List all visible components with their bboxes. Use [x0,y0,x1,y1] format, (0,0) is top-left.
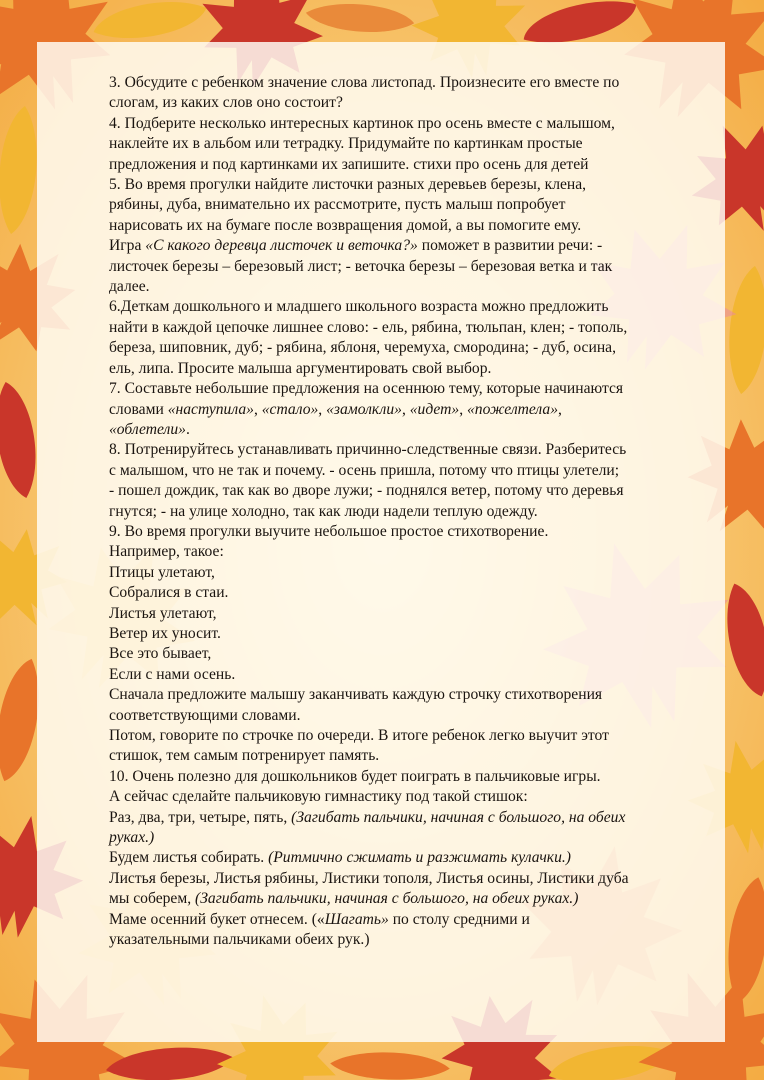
text-segment: Все это бывает, [109,645,212,663]
text-line [109,746,709,766]
text-segment: 8. Потренируйтесь устанавливать причинно-следственные связи. Разберитесь [109,441,627,459]
text-segment: ель, липа. Просите малыша аргументировать свой выбор. [109,359,492,377]
text-line [109,604,709,624]
text-segment: 5. Во время прогулки найдите листочки разных деревьев березы, клена, [109,176,587,194]
text-segment: А сейчас сделайте пальчиковую гимнастику под такой стишок: [109,788,528,806]
text-segment: Раз, два, три, четыре, пять, [109,808,292,826]
text-segment: предложения и под картинками их запишите. стихи про осень для детей [109,155,589,173]
text-line [109,502,709,522]
text-line [109,93,709,113]
text-line [109,359,709,379]
text-line [109,889,709,909]
text-segment: стишок, тем самым потренирует память. [109,747,380,765]
text-line [109,828,709,848]
text-segment: далее. [109,278,150,296]
text-line [109,420,709,440]
text-line [109,440,709,460]
text-segment: Птицы улетают, [109,563,215,581]
text-line [109,624,709,644]
text-line [109,808,709,828]
text-segment: указательными пальчиками обеих рук.) [109,931,370,949]
text-segment: , [459,400,467,418]
italic-segment: (Загибать пальчики, начиная с большого, на обеих руках.) [195,890,579,908]
text-line [109,461,709,481]
text-line [109,542,709,562]
text-line [109,644,709,664]
text-segment: - пошел дождик, так как во дворе лужи; - поднялся ветер, потому что деревья [109,482,624,500]
text-line [109,257,709,277]
text-segment: листочек березы – березовый лист; - веточка березы – березовая ветка и так [109,257,613,275]
italic-segment: «С какого деревца листочек и веточка?» [145,237,418,255]
italic-segment: «облетели» [109,420,186,438]
text-segment: соответствующими словами. [109,706,301,724]
text-segment: найти в каждой цепочке лишнее слово: - ель, рябина, тюльпан, клен; - тополь, [109,318,628,336]
text-line [109,522,709,542]
text-line [109,175,709,195]
italic-segment: (Ритмично сжимать и разжимать кулачки.) [268,849,571,867]
text-segment: по столу средними и [388,910,530,928]
italic-segment: «замолкли» [326,400,402,418]
text-line [109,155,709,175]
text-line [109,318,709,338]
text-segment: с малышом, что не так и почему. - осень пришла, потому что птицы улетели; [109,461,620,479]
text-segment: рябины, дуба, внимательно их рассмотрите, пусть малыш попробует [109,196,566,214]
italic-segment: руках.) [109,829,155,847]
text-segment: наклейте их в альбом или тетрадку. Придумайте по картинкам простые [109,135,583,153]
text-segment: 10. Очень полезно для дошкольников будет поиграть в пальчиковые игры. [109,767,601,785]
text-line [109,134,709,154]
text-segment: Потом, говорите по строчке по очереди. В итоге ребенок легко выучит этот [109,727,609,744]
text-line [109,726,709,746]
text-line [109,379,709,399]
italic-segment: (Загибать пальчики, начиная с большого, на обеих [291,808,626,826]
article-text [109,73,709,950]
text-segment: 7. Составьте небольшие предложения на осеннюю тему, которые начинаются [109,380,624,398]
text-segment: Например, такое: [109,543,224,561]
text-segment: Сначала предложите малышу заканчивать каждую строчку стихотворения [109,686,603,704]
text-line [109,930,709,950]
text-segment: словами [109,400,168,418]
text-line [109,400,709,420]
italic-segment: Шагать» [324,910,389,928]
text-segment: , [558,400,562,418]
text-line [109,236,709,256]
text-segment: Маме осенний букет отнесем. (« [109,910,325,928]
text-segment: 4. Подберите несколько интересных картинок про осень вместе с малышом, [109,114,615,132]
text-line [109,277,709,297]
text-segment: Листья улетают, [109,604,217,622]
italic-segment: «идет» [409,400,460,418]
text-segment: береза, шиповник, дуб; - рябина, яблоня, черемуха, смородина; - дуб, осина, [109,339,616,357]
text-line [109,481,709,501]
italic-segment: «наступила» [167,400,254,418]
text-segment: слогам, из каких слов оно состоит? [109,94,343,112]
text-segment: 3. Обсудите с ребенком значение слова листопад. Произнесите его вместе по [109,74,620,91]
text-line [109,685,709,705]
text-line [109,706,709,726]
text-segment: Игра [109,237,146,255]
text-segment: Листья березы, Листья рябины, Листики тополя, Листья осины, Листики дуба [109,869,629,887]
text-segment: 6.Деткам дошкольного и младшего школьного возраста можно предложить [109,298,609,316]
text-line [109,216,709,236]
text-segment: нарисовать их на бумаге после возвращения домой, а вы помогите ему. [109,216,582,234]
text-line [109,583,709,603]
text-segment: мы соберем, [109,890,195,908]
italic-segment: «пожелтела» [466,400,558,418]
text-segment: гнутся; - на улице холодно, так как люди надели теплую одежду. [109,502,538,520]
text-line [109,910,709,930]
text-segment: Собралися в стаи. [109,584,229,602]
text-line [109,787,709,807]
text-segment: , [318,400,327,418]
text-line [109,665,709,685]
text-segment: , [253,400,262,418]
text-line [109,767,709,787]
text-segment: 9. Во время прогулки выучите небольшое простое стихотворение. [109,522,549,540]
text-line [109,848,709,868]
text-segment: Ветер их уносит. [109,624,221,642]
text-line [109,114,709,134]
text-line [109,338,709,358]
text-line [109,297,709,317]
text-line [109,195,709,215]
text-segment: . [185,420,190,438]
text-line [109,73,709,93]
text-line [109,869,709,889]
italic-segment: «стало» [261,400,319,418]
text-segment: Если с нами осень. [109,665,236,683]
text-segment: , [401,400,410,418]
text-line [109,563,709,583]
text-segment: Будем листья собирать. [109,849,269,867]
text-segment: поможет в развитии речи: - [417,237,603,255]
